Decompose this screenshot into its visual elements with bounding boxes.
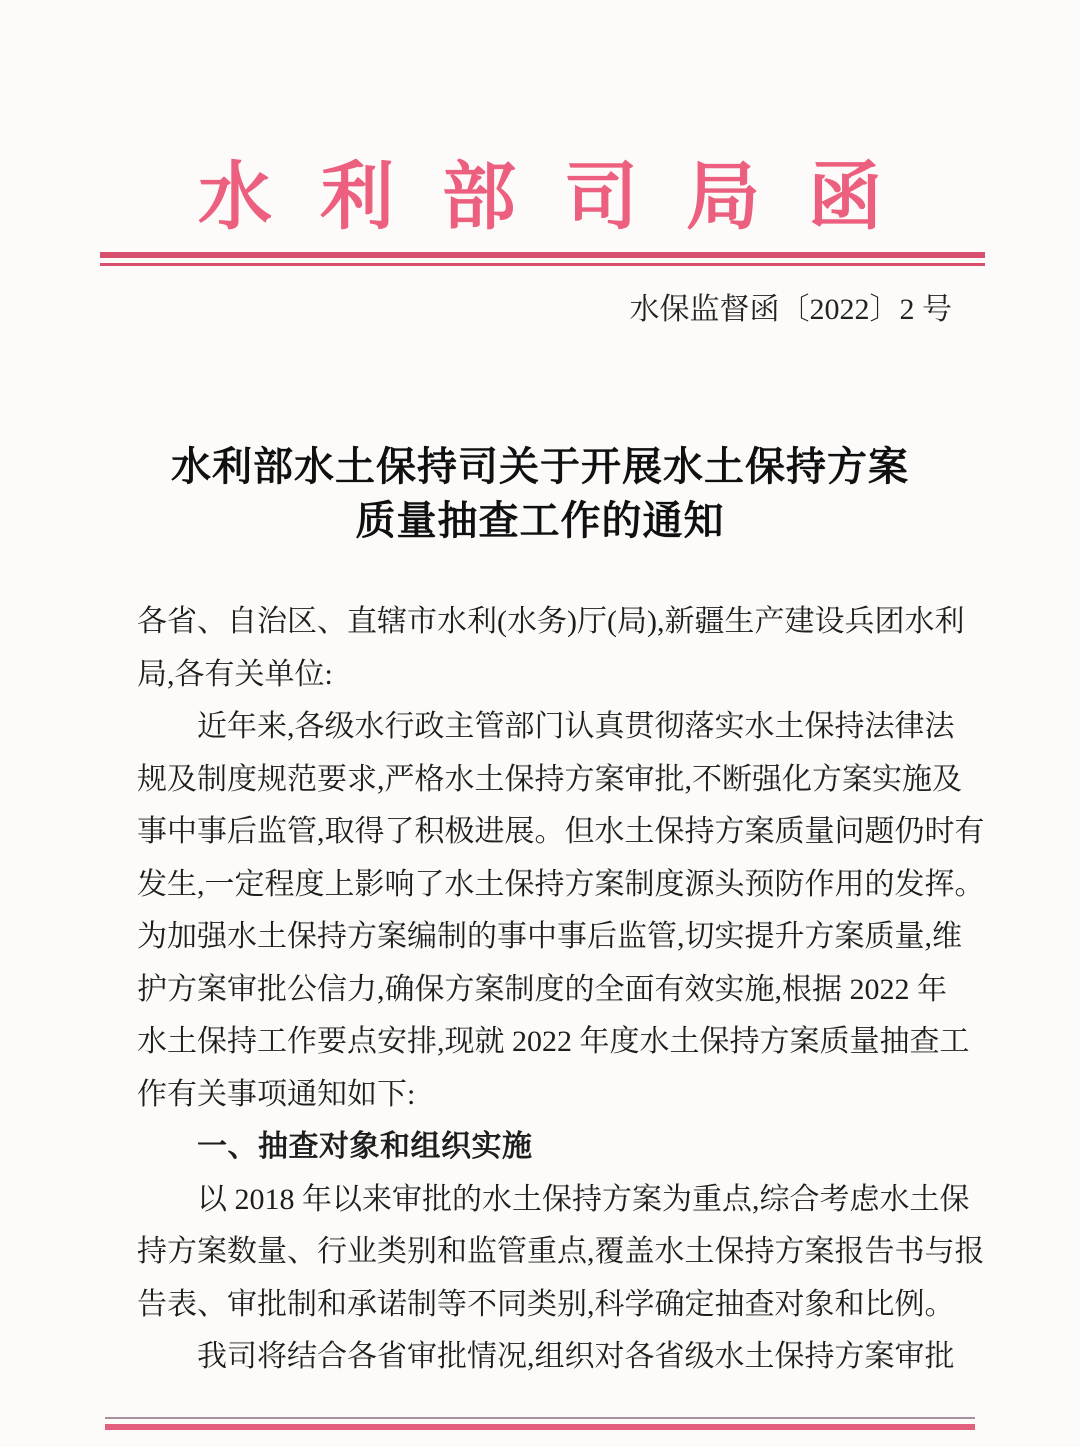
body-line: 规及制度规范要求,严格水土保持方案审批,不断强化方案实施及: [137, 762, 962, 796]
document-title-line-2: 质量抽查工作的通知: [355, 498, 725, 543]
section-heading: 一、抽查对象和组织实施: [197, 1130, 533, 1163]
page-footer-divider-thin: [105, 1417, 975, 1419]
body-line: 近年来,各级水行政主管部门认真贯彻落实水土保持法律法: [197, 710, 955, 743]
page-footer-divider-pink: [105, 1424, 975, 1430]
letterhead-divider-thin: [100, 263, 985, 266]
body-line: 作有关事项通知如下:: [137, 1077, 416, 1111]
document-number: 水保监督函〔2022〕2 号: [629, 293, 952, 326]
salutation-line: 局,各有关单位:: [137, 657, 333, 691]
letterhead-divider-thick: [100, 252, 985, 258]
body-line: 发生,一定程度上影响了水土保持方案制度源头预防作用的发挥。: [137, 867, 985, 901]
body-line: 告表、审批制和承诺制等不同类别,科学确定抽查对象和比例。: [137, 1287, 955, 1321]
body-line: 护方案审批公信力,确保方案制度的全面有效实施,根据 2022 年: [137, 972, 947, 1006]
body-line: 以 2018 年以来审批的水土保持方案为重点,综合考虑水土保: [197, 1182, 970, 1216]
letterhead-title: 水利部司局函: [198, 157, 930, 239]
body-line: 我司将结合各省审批情况,组织对各省级水土保持方案审批: [197, 1340, 955, 1373]
document-body: [137, 596, 985, 1384]
body-line: 持方案数量、行业类别和监管重点,覆盖水土保持方案报告书与报: [137, 1235, 985, 1268]
document-title: [0, 440, 1080, 548]
salutation-line: 各省、自治区、直辖市水利(水务)厅(局),新疆生产建设兵团水利: [137, 605, 965, 638]
body-line: 水土保持工作要点安排,现就 2022 年度水土保持方案质量抽查工: [137, 1025, 970, 1058]
body-line: 事中事后监管,取得了积极进展。但水土保持方案质量问题仍时有: [137, 815, 985, 848]
document-title-line-1: 水利部水土保持司关于开展水土保持方案: [171, 444, 909, 489]
body-line: 为加强水土保持方案编制的事中事后监管,切实提升方案质量,维: [137, 920, 962, 953]
